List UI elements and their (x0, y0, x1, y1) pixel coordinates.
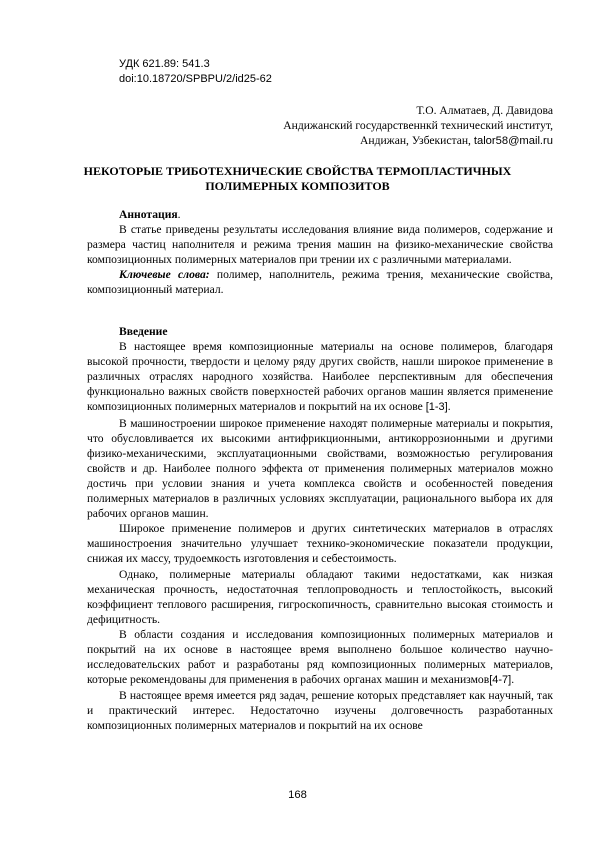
author-block (283, 103, 553, 149)
abstract-section (87, 207, 553, 298)
intro-paragraph-1 (87, 339, 553, 415)
article-meta (119, 57, 272, 86)
abstract-heading: Аннотация (119, 208, 178, 221)
introduction-section (87, 324, 553, 734)
paper-title-line-2: ПОЛИМЕРНЫХ КОМПОЗИТОВ (205, 179, 390, 193)
intro-paragraph-5 (87, 627, 553, 688)
citation-1-3: [1-3] (425, 401, 448, 414)
intro-paragraph-5-end: . (511, 673, 515, 687)
author-location: Андижан, Узбекистан, (360, 134, 471, 147)
citation-4-7: [4-7] (489, 674, 512, 687)
abstract-text: В статье приведены результаты исследования влияние вида полимеров, содержание и размера частиц наполнителя и режима трения машин на физико-механические свойства композиционных полимерных материалов при трении их с различными материалами. (87, 223, 553, 267)
intro-paragraph-2: В машиностроении широкое применение находят полимерные материалы и покрытия, что обусловливается их высокими антифрикционными, антикоррозионными и другими физико-механическими, эксплуатационными свойствами, возможностью регулирования свойств и др. Наиболее полного эффекта от применения полимерных материалов можно достичь при условии знания и учета комплекса свойств и особенностей поведения полимерных материалов в различных условиях эксплуатации, рационального выбора их для рабочих органов машин. (87, 416, 553, 521)
doi: doi:10.18720/SPBPU/2/id25-62 (119, 72, 272, 85)
keywords-text: полимер, наполнитель, режима трения, механические свойства, композиционный материал. (87, 268, 553, 297)
author-names: Т.О. Алматаев, Д. Давидова (416, 104, 553, 117)
intro-paragraph-5-text: В области создания и исследования композиционных полимерных материалов и покрытий на их основе в настоящее время выполнено большое количество научно-исследовательских работ и разработаны ряд композиционных полимерных материалов, которые рекомендованы для применения в рабочих органах машин и механизмов (87, 627, 553, 687)
intro-paragraph-6: В настоящее время имеется ряд задач, решение которых представляет как научный, так и практический интерес. Недостаточно изучены долговечность разработанных композиционных полимерных материалов и покрытий на их основе (87, 689, 553, 733)
author-email: talor58@mail.ru (473, 135, 553, 147)
introduction-heading-line (87, 324, 553, 339)
author-location-line (283, 133, 553, 149)
paper-title (60, 164, 535, 194)
intro-paragraph-1-text: В настоящее время композиционные материалы на основе полимеров, благодаря высокой прочности, твердости и целому ряду других свойств, нашли широкое применение в различных отраслях народного хозяйства. Наиболее перспективным для обеспечения функционально важных свойств поверхностей рабочих органов машин является применение композиционных полимерных материалов и покрытий на их основе (87, 340, 553, 414)
keywords-label: Ключевые слова: (119, 268, 210, 282)
intro-paragraph-3: Широкое применение полимеров и других синтетических материалов в отраслях машиностроения значительно улучшает технико-экономические показатели продукции, снижая их массу, трудоемкость изготовления и себестоимость. (87, 522, 553, 566)
author-institute: Андижанский государственнкй технический институт, (283, 119, 553, 132)
udc-code: УДК 621.89: 541.3 (119, 58, 210, 70)
keywords-paragraph (87, 267, 553, 297)
intro-paragraph-4: Однако, полимерные материалы обладают такими недостатками, как низкая механическая прочность, недостаточная теплопроводность и теплостойкость, высокий коэффициент теплового расширения, гигроскопичность, сравнительно высокая стоимость и дефицитность. (87, 567, 553, 626)
abstract-heading-dot: . (177, 208, 181, 221)
intro-paragraph-1-end: . (447, 400, 451, 414)
abstract-heading-line (87, 207, 553, 222)
page-number: 168 (288, 789, 307, 801)
introduction-heading: Введение (119, 325, 168, 338)
paper-title-line-1: НЕКОТОРЫЕ ТРИБОТЕХНИЧЕСКИЕ СВОЙСТВА ТЕРМОПЛАСТИЧНЫХ (83, 164, 512, 178)
